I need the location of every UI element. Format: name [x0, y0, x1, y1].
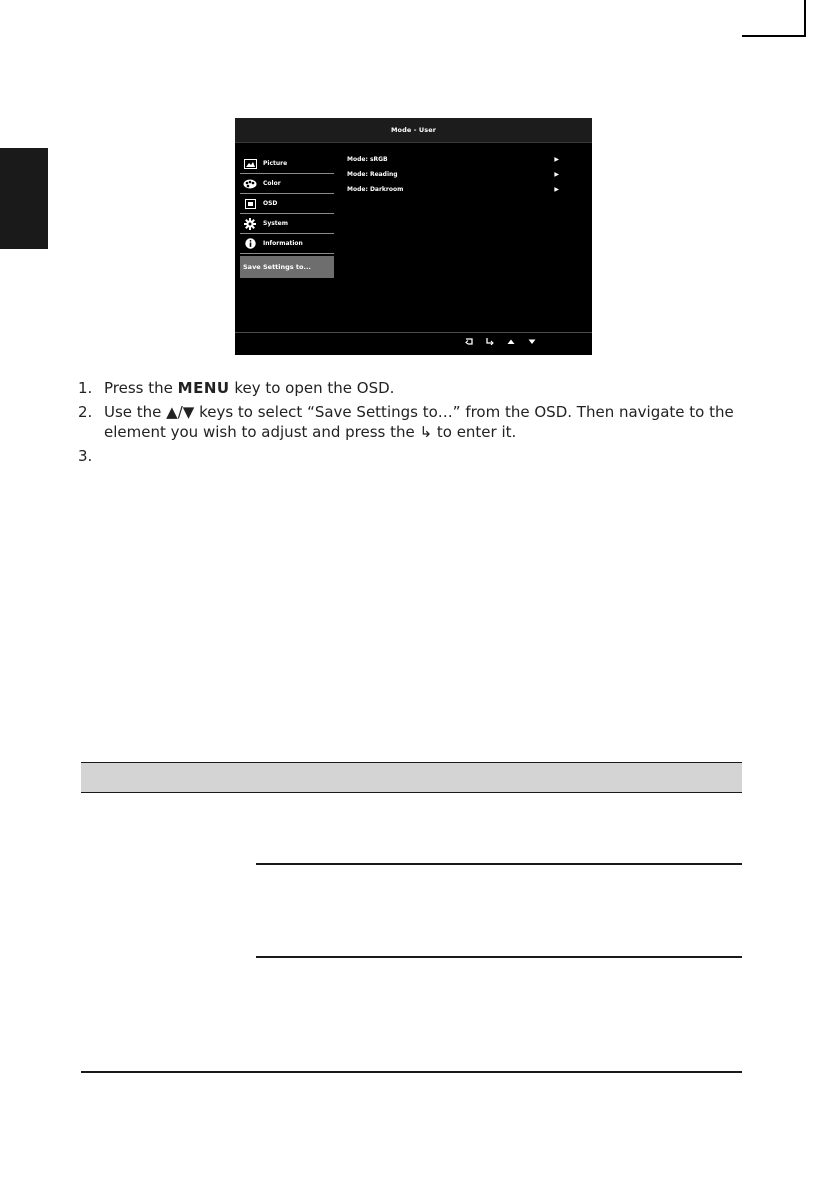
color-icon [243, 178, 257, 190]
caret-right-icon: ▶ [554, 171, 559, 178]
osd-screenshot [235, 118, 592, 355]
step-text: key to open the OSD. [229, 379, 395, 397]
menu-key-label: MENU [177, 379, 230, 397]
osd-menu-label: Information [263, 240, 303, 247]
osd-menu-label: Save Settings to... [243, 263, 311, 271]
osd-menu-item-save-settings[interactable] [240, 256, 334, 278]
osd-option-reading[interactable] [347, 170, 559, 185]
chapter-tab [0, 148, 48, 249]
osd-footer [465, 338, 536, 347]
table-divider [256, 956, 742, 958]
back-icon[interactable] [465, 338, 473, 347]
info-icon [243, 238, 257, 250]
osd-icon [243, 198, 257, 210]
table-header [81, 762, 742, 793]
osd-option-darkroom[interactable] [347, 185, 559, 200]
osd-menu-item-picture[interactable] [240, 154, 334, 174]
osd-option-srgb[interactable] [347, 155, 559, 170]
step-2 [78, 402, 758, 442]
crop-mark-horizontal [742, 35, 806, 37]
picture-icon [243, 158, 257, 170]
osd-menu-label: Picture [263, 160, 288, 167]
osd-menu-item-information[interactable] [240, 234, 334, 254]
step-1 [78, 378, 758, 398]
caret-right-icon: ▶ [554, 156, 559, 163]
table-divider [256, 863, 742, 865]
step-number: 3. [78, 447, 93, 465]
osd-menu-item-osd[interactable] [240, 194, 334, 214]
osd-option-label: Mode: Darkroom [347, 186, 404, 193]
step-text: Press the [104, 379, 178, 397]
osd-header [235, 118, 592, 142]
step-number: 2. [78, 403, 93, 421]
enter-key-icon: ↳ [419, 423, 433, 441]
osd-menu-label: System [263, 220, 288, 227]
osd-menu-item-color[interactable] [240, 174, 334, 194]
osd-menu-item-system[interactable] [240, 214, 334, 234]
osd-option-label: Mode: Reading [347, 171, 398, 178]
step-number: 1. [78, 379, 93, 397]
osd-menu-label: OSD [263, 200, 278, 207]
up-icon[interactable] [507, 338, 515, 347]
table-bottom-border [81, 1071, 742, 1073]
osd-footer-divider [235, 332, 592, 333]
step-text: to enter it. [432, 423, 517, 441]
crop-mark-vertical [804, 0, 806, 37]
osd-option-label: Mode: sRGB [347, 156, 388, 163]
gear-icon [243, 218, 257, 230]
down-icon[interactable] [528, 338, 536, 347]
osd-menu-label: Color [263, 180, 281, 187]
step-text: Use the ▲/▼ keys to select “Save Settings to…” from the OSD. Then navigate to the element you wish to adjust and press the [104, 403, 734, 441]
osd-menu [240, 154, 334, 278]
osd-title: Mode - User [390, 126, 437, 134]
osd-options [347, 155, 559, 200]
enter-icon[interactable] [486, 338, 494, 347]
steps-list [78, 378, 758, 465]
caret-right-icon: ▶ [554, 186, 559, 193]
